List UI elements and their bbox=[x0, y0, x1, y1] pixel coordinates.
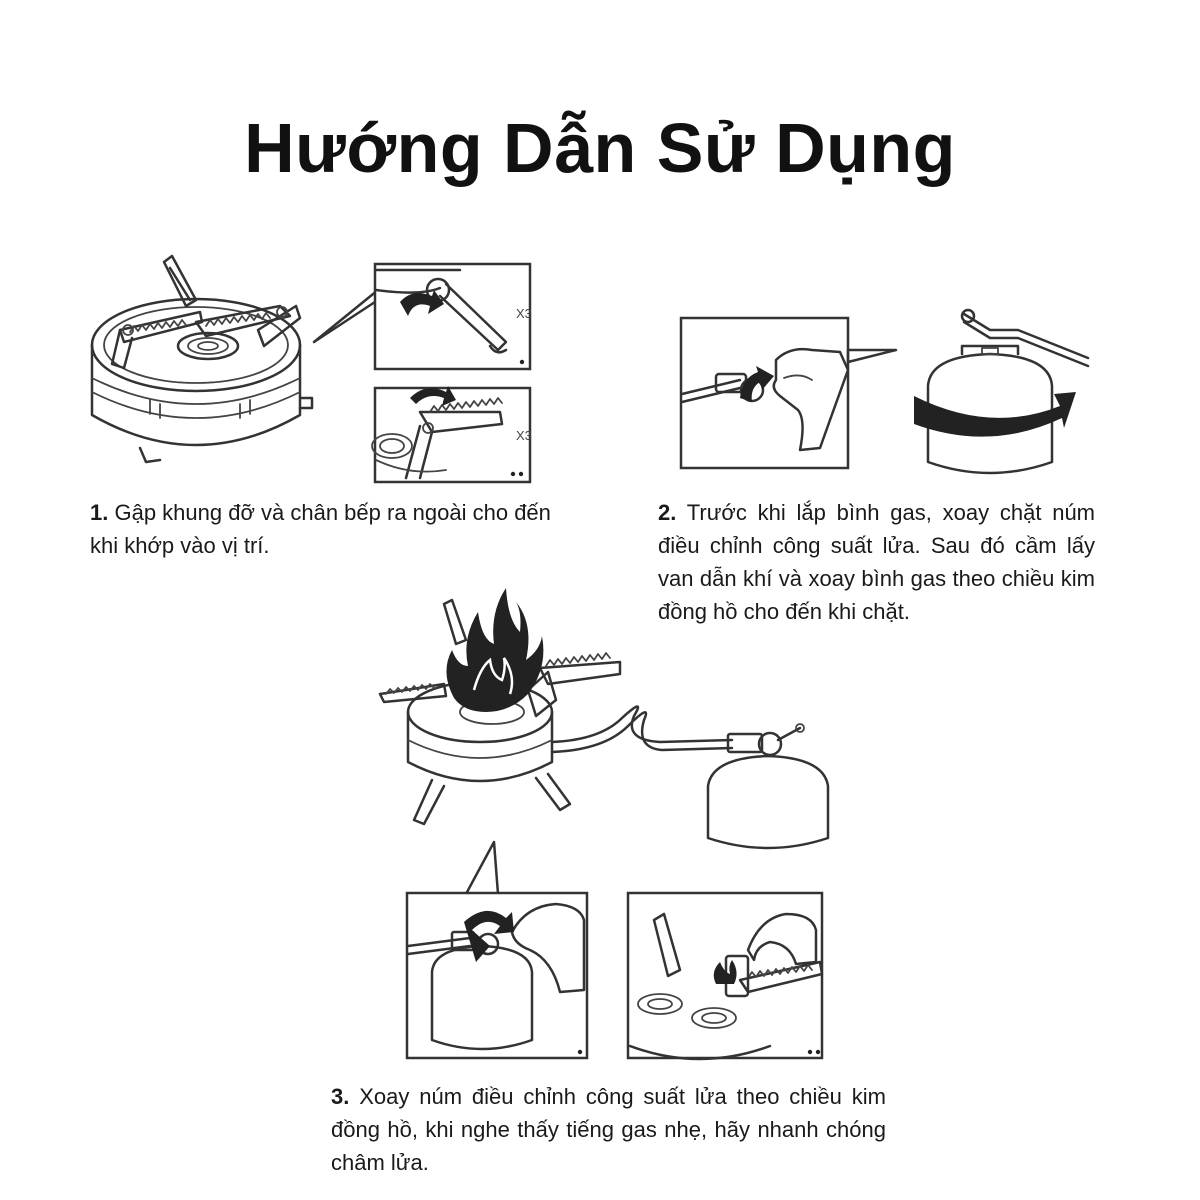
step-number: 2. bbox=[658, 500, 677, 525]
repeat-label: X3 bbox=[516, 306, 532, 321]
step-1-instruction bbox=[90, 496, 570, 562]
callout-pointer bbox=[314, 290, 378, 342]
step-text: Trước khi lắp bình gas, xoay chặt núm điều chỉnh công suất lửa. Sau đó cầm lấy van dẫn khí và xoay bình gas theo chiều kim đồng hồ cho đến khi chặt. bbox=[658, 500, 1096, 624]
repeat-label: X3 bbox=[516, 428, 532, 443]
detail-box-leg-unfold bbox=[375, 264, 532, 369]
gas-canister-step2 bbox=[914, 310, 1088, 473]
page-title: Hướng Dẫn Sử Dụng bbox=[244, 109, 956, 187]
detail-box-knob-turn bbox=[407, 893, 587, 1058]
callout-pointer bbox=[466, 842, 498, 894]
stove-illustration-step1 bbox=[92, 256, 312, 462]
step-text: Gập khung đỡ và chân bếp ra ngoài cho đến khi khớp vào vị trí. bbox=[90, 500, 551, 558]
detail-box-valve-tighten bbox=[681, 318, 848, 468]
step-number: 1. bbox=[90, 500, 109, 525]
detail-box-arm-unfold bbox=[372, 386, 532, 482]
step-2-instruction bbox=[658, 496, 1095, 628]
step-text: Xoay núm điều chỉnh công suất lửa theo chiều kim đồng hồ, khi nghe thấy tiếng gas nhẹ, hãy nhanh chóng châm lửa. bbox=[331, 1084, 886, 1175]
step-3-instruction bbox=[331, 1080, 886, 1179]
step-number: 3. bbox=[331, 1084, 350, 1109]
callout-pointer bbox=[848, 350, 896, 362]
detail-box-ignite bbox=[628, 893, 822, 1059]
